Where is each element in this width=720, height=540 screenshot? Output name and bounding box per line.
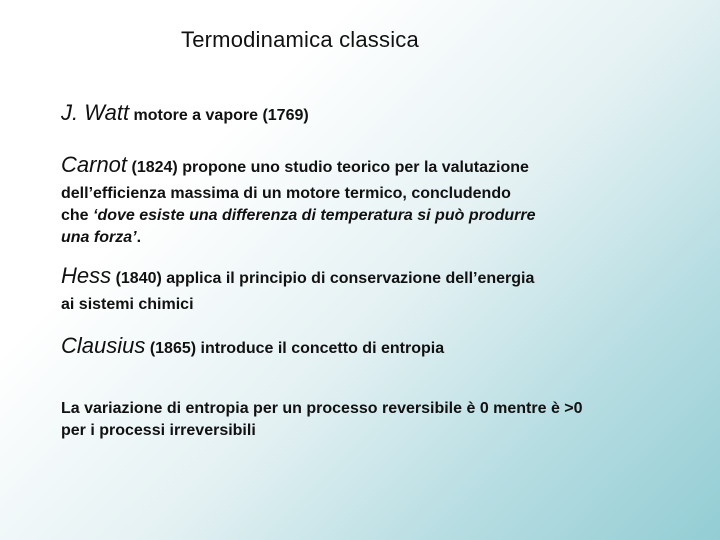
entry-text-carnot-4b: . [136, 229, 142, 246]
entry-text-hess-2: ai sistemi chimici [61, 296, 194, 313]
entry-clausius [61, 333, 671, 360]
slide-title: Termodinamica classica [181, 27, 419, 52]
conclusion [61, 398, 671, 442]
entry-text-watt: motore a vapore (1769) [129, 107, 309, 124]
entry-text-carnot-3a: che [61, 207, 94, 224]
entry-name-clausius: Clausius [61, 333, 146, 358]
entry-text-carnot-4a: una forza’ [61, 229, 137, 246]
entry-text-carnot-1: (1824) propone uno studio teorico per la valutazione [127, 159, 529, 176]
entry-text-carnot-2: dell’efficienza massima di un motore termico, concludendo [61, 185, 511, 202]
entry-text-carnot-3b: ‘dove esiste una differenza di temperatura si può produrre [93, 207, 536, 224]
entry-hess [61, 263, 671, 316]
entry-watt [61, 100, 671, 127]
entry-name-carnot: Carnot [61, 152, 128, 177]
entry-name-hess: Hess [61, 263, 112, 288]
entry-name-watt: J. Watt [61, 100, 130, 125]
entry-text-hess-1: (1840) applica il principio di conservazione dell’energia [111, 270, 535, 287]
entry-text-clausius: (1865) introduce il concetto di entropia [145, 340, 445, 357]
conclusion-line-2: per i processi irreversibili [61, 422, 256, 439]
entry-carnot [61, 152, 671, 249]
conclusion-line-1: La variazione di entropia per un processo reversibile è 0 mentre è >0 [61, 400, 583, 417]
